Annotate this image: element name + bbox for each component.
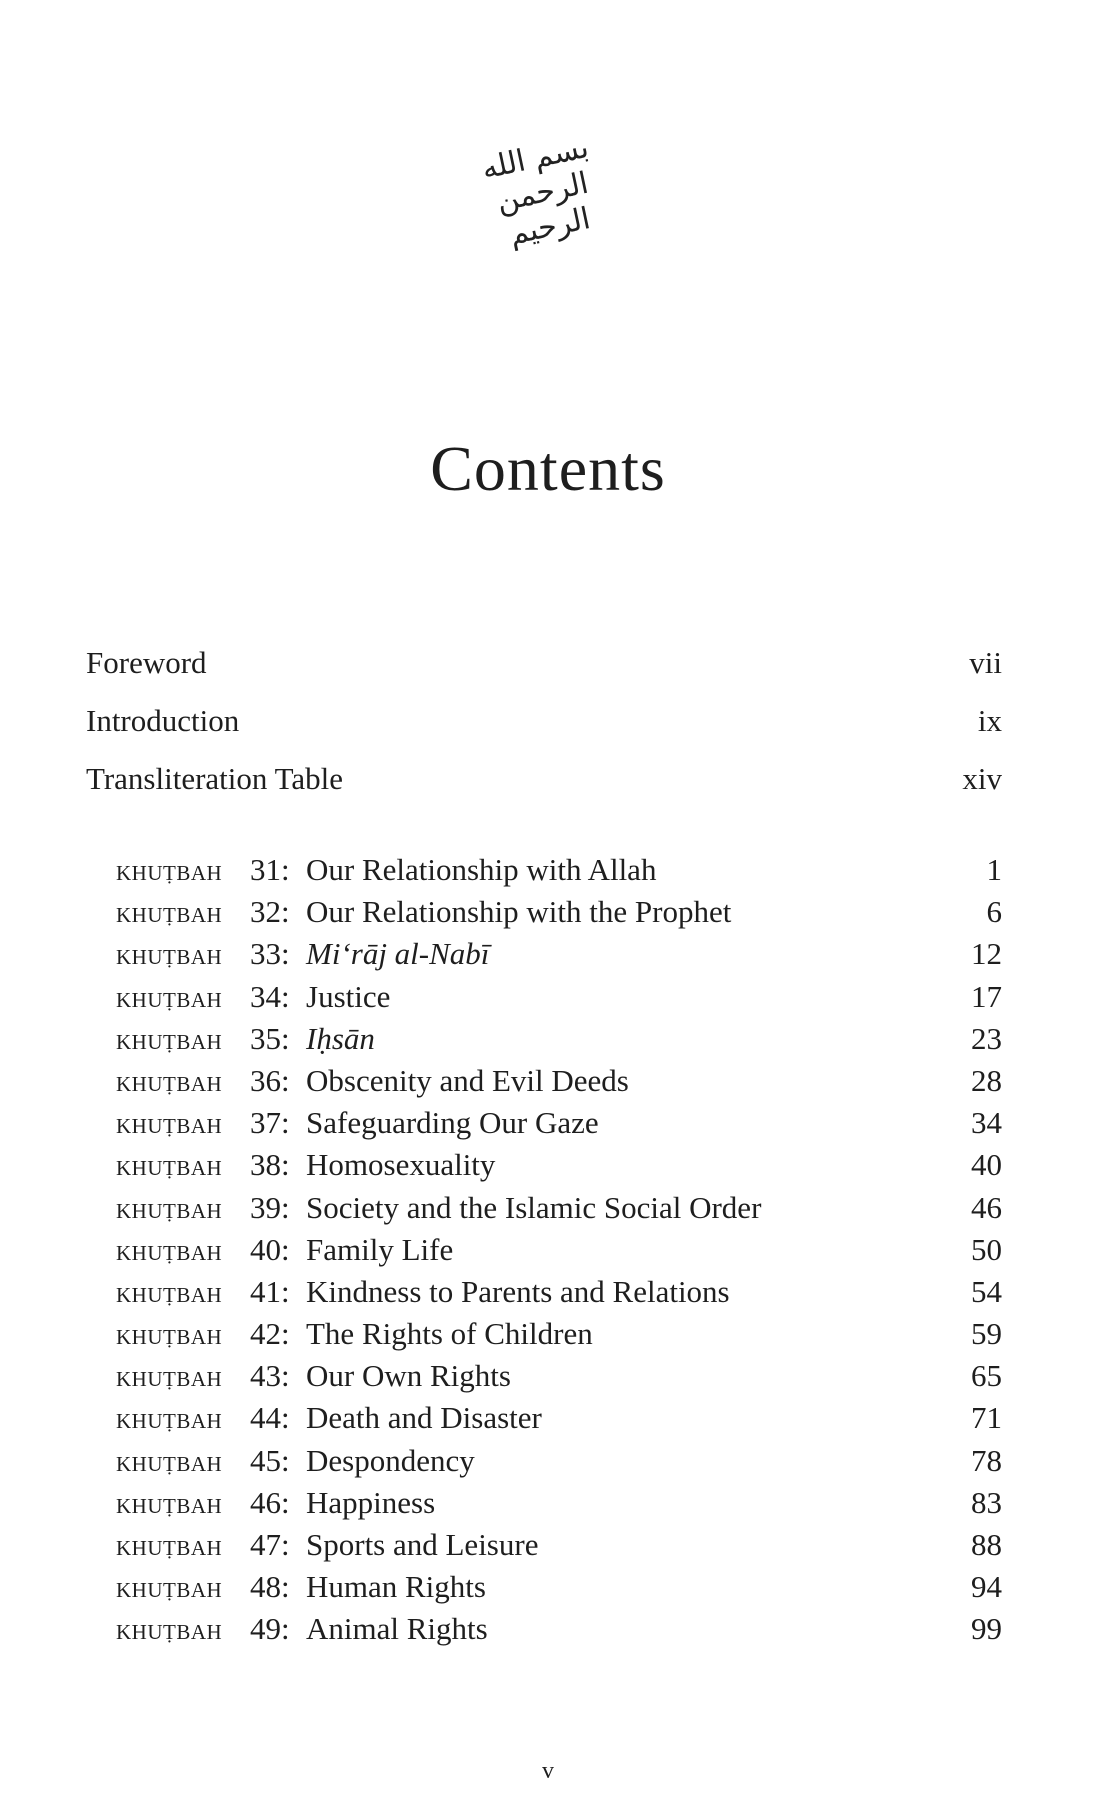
entry-page: 59 bbox=[971, 1316, 1002, 1352]
entry-title: Happiness bbox=[306, 1484, 436, 1520]
entry-prefix: KHUṬBAH bbox=[116, 1493, 223, 1518]
entry-prefix: KHUṬBAH bbox=[116, 1451, 223, 1476]
entry-page: 34 bbox=[971, 1105, 1002, 1141]
entry-prefix: KHUṬBAH bbox=[116, 1240, 223, 1265]
entry-page: 50 bbox=[971, 1231, 1002, 1267]
entry-prefix: KHUṬBAH bbox=[116, 1578, 223, 1603]
entry-page: 6 bbox=[986, 894, 1002, 930]
page-title: Contents bbox=[430, 433, 666, 504]
toc-entry[interactable] bbox=[116, 1358, 1002, 1400]
entry-prefix: KHUṬBAH bbox=[116, 861, 223, 885]
toc-entry[interactable] bbox=[116, 1569, 1002, 1611]
entry-number: 47: bbox=[250, 1527, 290, 1562]
entry-title: Homosexuality bbox=[306, 1147, 496, 1183]
entry-number: 44: bbox=[250, 1400, 290, 1436]
toc-entry[interactable] bbox=[116, 979, 1002, 1021]
entry-number: 31: bbox=[250, 852, 290, 887]
entry-number: 40: bbox=[250, 1231, 290, 1267]
entry-title: Obscenity and Evil Deeds bbox=[306, 1062, 629, 1098]
toc-entry[interactable] bbox=[116, 1316, 1002, 1358]
entry-page: 65 bbox=[971, 1358, 1002, 1394]
entry-title: Our Relationship with the Prophet bbox=[306, 894, 732, 930]
front-matter-list bbox=[86, 645, 1002, 819]
page-number: v bbox=[542, 1758, 554, 1784]
toc-entry[interactable] bbox=[116, 852, 1002, 894]
entry-number: 35: bbox=[250, 1020, 290, 1056]
entry-title: Family Life bbox=[306, 1231, 454, 1267]
entry-number: 33: bbox=[250, 936, 290, 972]
entry-prefix: KHUṬBAH bbox=[116, 1071, 223, 1096]
toc-page-number: xiv bbox=[962, 761, 1002, 796]
toc-page-number: ix bbox=[977, 703, 1002, 738]
toc-entry[interactable] bbox=[116, 1611, 1002, 1653]
toc-entry[interactable] bbox=[116, 1063, 1002, 1105]
toc-entry[interactable] bbox=[116, 1147, 1002, 1189]
toc-item-label: Transliteration Table bbox=[86, 761, 343, 796]
entry-title: Kindness to Parents and Relations bbox=[306, 1273, 730, 1309]
entry-page: 1 bbox=[986, 852, 1002, 887]
entry-page: 17 bbox=[971, 978, 1002, 1014]
entry-page: 99 bbox=[971, 1611, 1002, 1647]
toc-front-item[interactable] bbox=[86, 645, 1002, 703]
entry-page: 83 bbox=[971, 1484, 1002, 1520]
entry-page: 46 bbox=[971, 1189, 1002, 1225]
entry-page: 88 bbox=[971, 1527, 1002, 1562]
entry-number: 42: bbox=[250, 1316, 290, 1352]
toc-front-item[interactable] bbox=[86, 703, 1002, 761]
entry-number: 49: bbox=[250, 1611, 290, 1647]
entry-title: Animal Rights bbox=[306, 1611, 488, 1647]
entry-prefix: KHUṬBAH bbox=[116, 1282, 223, 1307]
entry-page: 28 bbox=[971, 1062, 1002, 1098]
entry-title: Society and the Islamic Social Order bbox=[306, 1189, 762, 1225]
entry-number: 41: bbox=[250, 1273, 290, 1309]
entry-title: Our Own Rights bbox=[306, 1358, 511, 1394]
entry-number: 46: bbox=[250, 1484, 290, 1520]
entry-title: Mi‘rāj al-Nabī bbox=[306, 936, 490, 972]
entry-prefix: KHUṬBAH bbox=[116, 987, 223, 1012]
entry-title: Justice bbox=[306, 978, 391, 1014]
toc-entry[interactable] bbox=[116, 1232, 1002, 1274]
entry-prefix: KHUṬBAH bbox=[116, 903, 223, 928]
toc-entry[interactable] bbox=[116, 894, 1002, 936]
entry-number: 37: bbox=[250, 1105, 290, 1141]
entry-prefix: KHUṬBAH bbox=[116, 1198, 223, 1223]
entry-page: 12 bbox=[971, 936, 1002, 972]
entry-prefix: KHUṬBAH bbox=[116, 945, 223, 970]
entry-prefix: KHUṬBAH bbox=[116, 1114, 223, 1139]
toc-entry[interactable] bbox=[116, 1485, 1002, 1527]
entry-title: Despondency bbox=[306, 1442, 475, 1478]
entry-title: Human Rights bbox=[306, 1569, 486, 1605]
toc-entry[interactable] bbox=[116, 1443, 1002, 1485]
entry-page: 54 bbox=[971, 1273, 1002, 1309]
toc-item-label: Introduction bbox=[86, 703, 240, 738]
entry-prefix: KHUṬBAH bbox=[116, 1325, 223, 1350]
toc-front-item[interactable] bbox=[86, 761, 1002, 819]
entry-number: 34: bbox=[250, 978, 290, 1014]
entry-prefix: KHUṬBAH bbox=[116, 1156, 223, 1181]
entry-title: Sports and Leisure bbox=[306, 1527, 539, 1562]
entry-title: The Rights of Children bbox=[306, 1316, 593, 1352]
entry-prefix: KHUṬBAH bbox=[116, 1029, 223, 1054]
entry-page: 71 bbox=[971, 1400, 1002, 1436]
entry-number: 45: bbox=[250, 1442, 290, 1478]
toc-entry[interactable] bbox=[116, 1527, 1002, 1569]
entry-title: Death and Disaster bbox=[306, 1400, 542, 1436]
toc-item-label: Foreword bbox=[86, 645, 207, 680]
toc-entry[interactable] bbox=[116, 936, 1002, 978]
entry-number: 43: bbox=[250, 1358, 290, 1394]
entry-number: 32: bbox=[250, 894, 290, 930]
entry-title: Iḥsān bbox=[306, 1020, 375, 1056]
entry-number: 48: bbox=[250, 1569, 290, 1605]
toc-entry[interactable] bbox=[116, 1105, 1002, 1147]
toc-entry[interactable] bbox=[116, 1274, 1002, 1316]
basmala-calligraphy: بسم الله الرحمن الرحيم bbox=[478, 129, 594, 253]
entry-title: Safeguarding Our Gaze bbox=[306, 1105, 599, 1141]
entry-prefix: KHUṬBAH bbox=[116, 1620, 223, 1645]
entry-number: 38: bbox=[250, 1147, 290, 1183]
entry-number: 36: bbox=[250, 1062, 290, 1098]
entry-prefix: KHUṬBAH bbox=[116, 1367, 223, 1392]
toc-entry[interactable] bbox=[116, 1190, 1002, 1232]
entry-prefix: KHUṬBAH bbox=[116, 1409, 223, 1434]
entry-page: 23 bbox=[971, 1020, 1002, 1056]
entry-title: Our Relationship with Allah bbox=[306, 852, 657, 887]
entry-page: 78 bbox=[971, 1442, 1002, 1478]
toc-entry[interactable] bbox=[116, 1400, 1002, 1442]
toc-entry[interactable] bbox=[116, 1021, 1002, 1063]
toc-page-number: vii bbox=[969, 645, 1002, 680]
entry-page: 40 bbox=[971, 1147, 1002, 1183]
entry-number: 39: bbox=[250, 1189, 290, 1225]
entry-page: 94 bbox=[971, 1569, 1002, 1605]
toc-list bbox=[116, 852, 1002, 1654]
entry-prefix: KHUṬBAH bbox=[116, 1536, 223, 1560]
